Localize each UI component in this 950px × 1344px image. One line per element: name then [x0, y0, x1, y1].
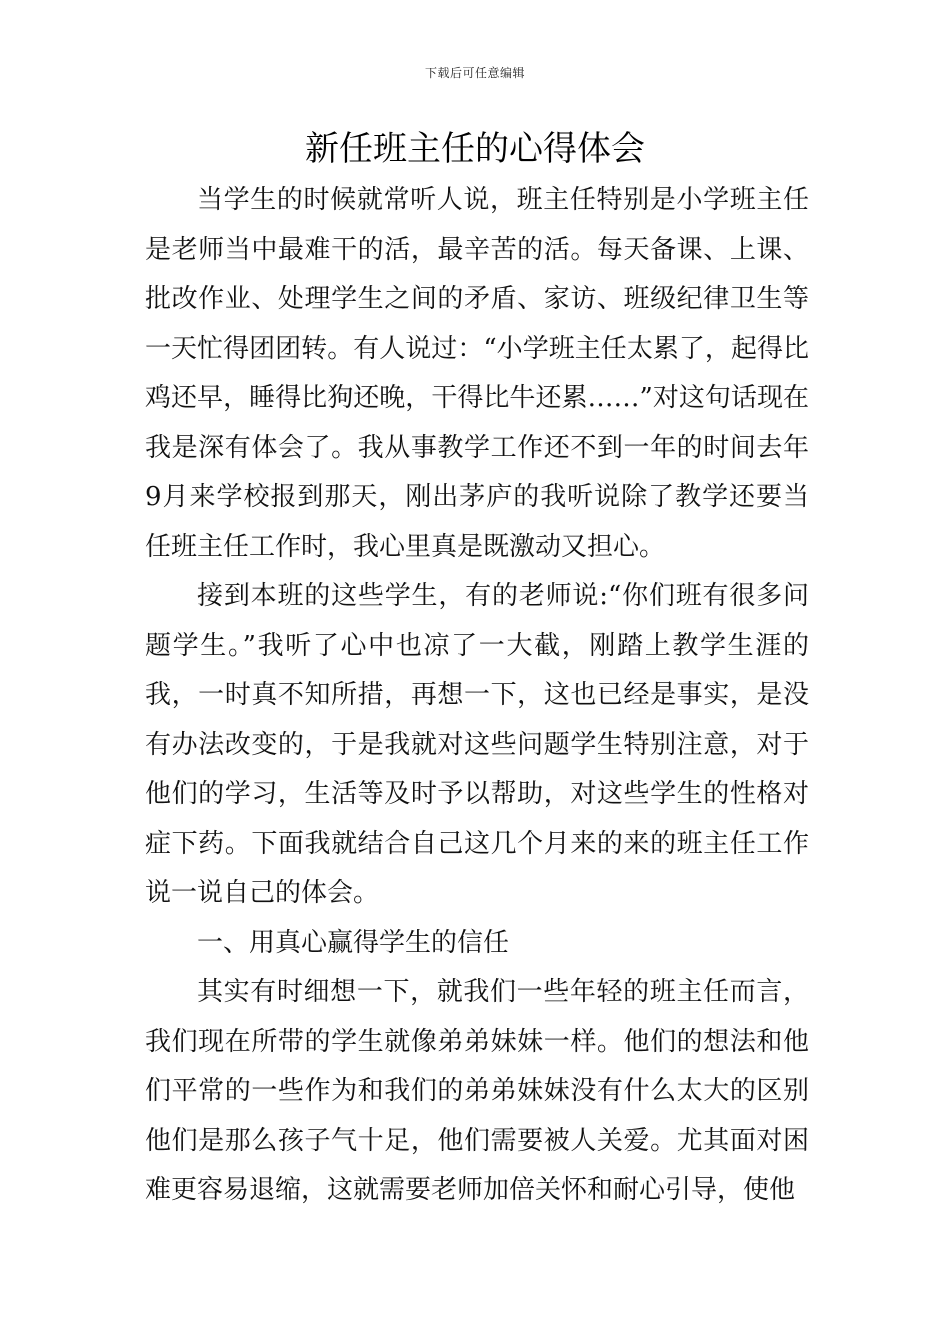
header-note: 下载后可任意编辑	[424, 66, 525, 80]
page-title: 新任班主任的心得体会	[305, 129, 645, 169]
document-body	[145, 176, 809, 1216]
paragraph-students: 接到本班的这些学生，有的老师说:“你们班有很多问题学生。”我听了心中也凉了一大截，刚踏上教学生涯的我，一时真不知所措，再想一下，这也已经是事实，是没有办法改变的，于是我就对这些问题学生特别注意，对于他们的学习，生活等及时予以帮助，对这些学生的性格对症下药。下面我就结合自己这几个月来的来的班主任工作说一说自己的体会。	[145, 581, 809, 908]
paragraph-section-one: 其实有时细想一下，就我们一些年轻的班主任而言，我们现在所带的学生就像弟弟妹妹一样。他们的想法和他们平常的一些作为和我们的弟弟妹妹没有什么太大的区别他们是那么孩子气十足，他们需要被人关爱。尤其面对困难更容易退缩，这就需要老师加倍关怀和耐心引导，使他	[145, 977, 809, 1205]
paragraph-intro: 当学生的时候就常听人说，班主任特别是小学班主任是老师当中最难干的活，最辛苦的活。每天备课、上课、批改作业、处理学生之间的矛盾、家访、班级纪律卫生等一天忙得团团转。有人说过：“小学班主任太累了，起得比鸡还早，睡得比狗还晚，干得比牛还累……”对这句话现在我是深有体会了。我从事教学工作还不到一年的时间去年9月来学校报到那天，刚出茅庐的我听说除了教学还要当任班主任工作时，我心里真是既激动又担心。	[145, 185, 809, 562]
section-heading: 一、用真心赢得学生的信任	[197, 927, 510, 958]
